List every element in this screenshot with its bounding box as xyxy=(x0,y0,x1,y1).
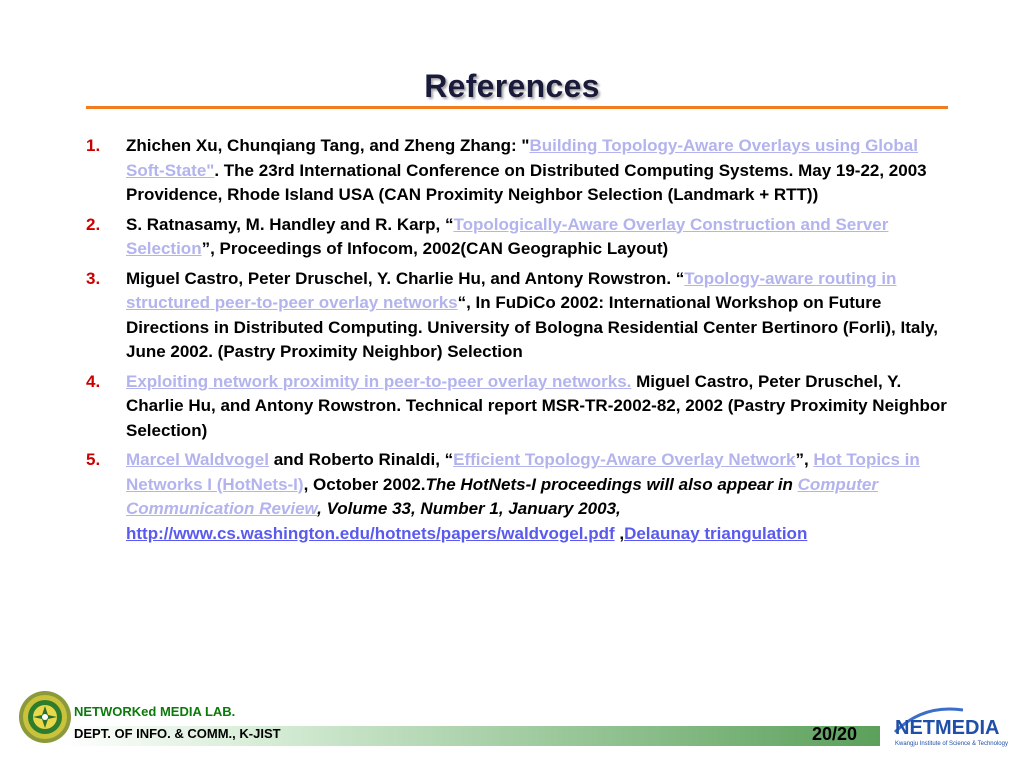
reference-text: , October 2002. xyxy=(303,474,426,494)
reference-link[interactable]: Building Topology-Aware Overlays using Global Soft-State" xyxy=(126,136,918,180)
reference-link[interactable]: Efficient Topology-Aware Overlay Network xyxy=(453,450,796,469)
reference-italic-text: The HotNets-I proceedings will also appear in xyxy=(425,474,798,494)
reference-number: 4. xyxy=(86,371,101,391)
department-suffix: , K-JIST xyxy=(232,726,281,741)
venue-link[interactable]: Hot Topics in Networks I (HotNets-I) xyxy=(126,450,920,494)
reference-text: ”, xyxy=(795,450,814,469)
reference-text: ”, Proceedings of Infocom, 2002(CAN Geographic Layout) xyxy=(201,239,669,258)
reference-text: and Roberto Rinaldi, “ xyxy=(268,450,454,469)
reference-item xyxy=(86,370,950,444)
reference-list xyxy=(86,134,950,551)
reference-text: . The 23rd International Conference on Distributed Computing Systems. May 19-22, 2003 Providence, Rhode Island USA (CAN Proximity Neighbor Selection (Landmark + RTT)) xyxy=(126,160,927,204)
journal-link[interactable]: Computer Communication Review xyxy=(126,474,878,518)
reference-item xyxy=(86,134,950,208)
reference-link[interactable]: Exploiting network proximity in peer-to-peer overlay networks. xyxy=(126,371,632,391)
delaunay-link[interactable]: Delaunay triangulation xyxy=(624,523,808,543)
lab-name: NETWORKed MEDIA LAB. xyxy=(74,704,236,719)
university-seal-icon xyxy=(18,690,72,744)
reference-link[interactable]: Topologically-Aware Overlay Construction and Server Selection xyxy=(126,214,889,258)
reference-item xyxy=(86,213,950,262)
netmedia-logo xyxy=(893,702,1011,748)
reference-text: Zhichen Xu, Chunqiang Tang, and Zheng Zhang: " xyxy=(126,136,530,155)
reference-italic-text: , Volume 33, Number 1, January 2003, xyxy=(317,499,621,518)
url-link[interactable]: http://www.cs.washington.edu/hotnets/papers/waldvogel.pdf xyxy=(126,523,615,543)
netmedia-logo-text: NETMEDIA xyxy=(895,717,1000,739)
reference-text: Miguel Castro, Peter Druschel, Y. Charlie Hu, and Antony Rowstron. Technical report MSR-TR-2002-82, 2002 (Pastry Proximity Neighbor Selection) xyxy=(126,371,947,440)
netmedia-logo-subtext: Kwangju Institute of Science & Technology xyxy=(895,741,1008,747)
reference-text: , xyxy=(614,523,625,543)
reference-text: “, In FuDiCo 2002: International Workshop on Future Directions in Distributed Computing. University of Bologna Residential Center Bertinoro (Forli), Italy, June 2002. (Pastry Proximity Neighbor) Selection xyxy=(126,293,938,361)
reference-item xyxy=(86,267,950,365)
reference-number: 5. xyxy=(86,450,101,469)
page-number: 20/20 xyxy=(812,724,858,744)
reference-text: Miguel Castro, Peter Druschel, Y. Charlie Hu, and Antony Rowstron. “ xyxy=(126,268,685,288)
title-underline xyxy=(86,106,948,109)
reference-link[interactable]: Topology-aware routing in structured peer-to-peer overlay networks xyxy=(126,268,897,312)
slide-title: References xyxy=(424,68,600,104)
department-name xyxy=(74,726,281,741)
reference-item xyxy=(86,448,950,546)
author-link[interactable]: Marcel Waldvogel xyxy=(126,450,269,469)
department-label: DEPT. OF INFO. & COMM. xyxy=(74,726,233,741)
reference-number: 2. xyxy=(86,214,101,234)
reference-text: S. Ratnasamy, M. Handley and R. Karp, “ xyxy=(126,214,454,234)
reference-number: 1. xyxy=(86,136,101,155)
reference-number: 3. xyxy=(86,268,101,288)
